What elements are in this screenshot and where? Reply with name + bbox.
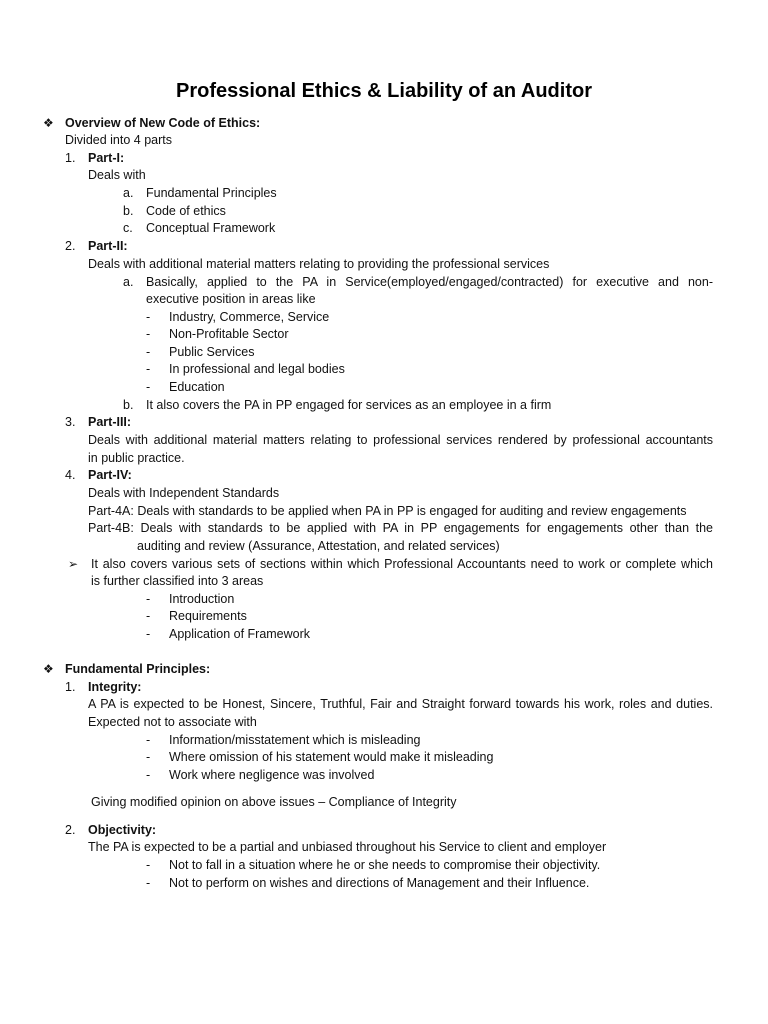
part1-label: Part-I: <box>88 151 125 165</box>
part4-lead: Deals with Independent Standards <box>88 486 280 500</box>
integrity-line2: Expected not to associate with <box>88 715 257 729</box>
dash-marker: - <box>146 876 151 890</box>
overview-heading: Overview of New Code of Ethics: <box>65 116 261 130</box>
part1-number: 1. <box>65 151 76 165</box>
list-marker: a. <box>123 275 134 289</box>
section-item: Introduction <box>169 592 235 606</box>
page-title: Professional Ethics & Liability of an Auditor <box>176 80 592 102</box>
part3-line2: in public practice. <box>88 451 185 465</box>
dash-marker: - <box>146 858 151 872</box>
part2-label: Part-II: <box>88 239 128 253</box>
dash-marker: - <box>146 327 151 341</box>
dash-marker: - <box>146 362 151 376</box>
part3-number: 3. <box>65 415 76 429</box>
dash-marker: - <box>146 733 151 747</box>
part2-a-line2: executive position in areas like <box>146 292 316 306</box>
part4b-line1: Part-4B: Deals with standards to be applied with PA in PP engagements for engagements other than the <box>88 521 713 535</box>
part1-lead: Deals with <box>88 168 146 182</box>
list-item: Conceptual Framework <box>146 221 276 235</box>
objectivity-label: Objectivity: <box>88 823 157 837</box>
sector-item: Public Services <box>169 345 255 359</box>
overview-intro: Divided into 4 parts <box>65 133 173 147</box>
list-marker: b. <box>123 204 134 218</box>
part3-label: Part-III: <box>88 415 132 429</box>
diamond-bullet-icon: ❖ <box>43 662 54 676</box>
list-marker: c. <box>123 221 133 235</box>
sector-item: Education <box>169 380 225 394</box>
integrity-item: Work where negligence was involved <box>169 768 375 782</box>
part4-number: 4. <box>65 468 76 482</box>
list-item: Fundamental Principles <box>146 186 277 200</box>
section-item: Application of Framework <box>169 627 311 641</box>
diamond-bullet-icon: ❖ <box>43 116 54 130</box>
section-item: Requirements <box>169 609 247 623</box>
dash-marker: - <box>146 627 151 641</box>
objectivity-item: Not to fall in a situation where he or she needs to compromise their objectivity. <box>169 858 601 872</box>
integrity-item: Information/misstatement which is misleading <box>169 733 421 747</box>
list-marker: a. <box>123 186 134 200</box>
part2-number: 2. <box>65 239 76 253</box>
sector-item: In professional and legal bodies <box>169 362 345 376</box>
objectivity-number: 2. <box>65 823 76 837</box>
dash-marker: - <box>146 380 151 394</box>
dash-marker: - <box>146 750 151 764</box>
dash-marker: - <box>146 768 151 782</box>
integrity-note: Giving modified opinion on above issues – Compliance of Integrity <box>91 795 457 809</box>
dash-marker: - <box>146 345 151 359</box>
integrity-label: Integrity: <box>88 680 142 694</box>
part3-line1: Deals with additional material matters relating to professional services rendered by professional accountants <box>88 433 713 447</box>
part4-label: Part-IV: <box>88 468 132 482</box>
objectivity-lead: The PA is expected to be a partial and unbiased throughout his Service to client and employer <box>88 840 607 854</box>
part2-a-line1: Basically, applied to the PA in Service(employed/engaged/contracted) for executive and non- <box>146 275 713 289</box>
sector-item: Non-Profitable Sector <box>169 327 289 341</box>
fundamentals-heading: Fundamental Principles: <box>65 662 211 676</box>
integrity-item: Where omission of his statement would make it misleading <box>169 750 494 764</box>
sections-line1: It also covers various sets of sections within which Professional Accountants need to work or complete which <box>91 557 713 571</box>
integrity-line1: A PA is expected to be Honest, Sincere, Truthful, Fair and Straight forward towards his work, roles and duties. <box>88 697 713 711</box>
dash-marker: - <box>146 310 151 324</box>
integrity-number: 1. <box>65 680 76 694</box>
part2-b-text: It also covers the PA in PP engaged for services as an employee in a firm <box>146 398 552 412</box>
list-marker: b. <box>123 398 134 412</box>
sections-line2: is further classified into 3 areas <box>91 574 264 588</box>
sector-item: Industry, Commerce, Service <box>169 310 330 324</box>
dash-marker: - <box>146 609 151 623</box>
objectivity-item: Not to perform on wishes and directions of Management and their Influence. <box>169 876 590 890</box>
part4b-line2: auditing and review (Assurance, Attestation, and related services) <box>137 539 500 553</box>
list-item: Code of ethics <box>146 204 226 218</box>
dash-marker: - <box>146 592 151 606</box>
part2-lead: Deals with additional material matters relating to providing the professional services <box>88 257 550 271</box>
arrow-bullet-icon: ➢ <box>68 557 79 571</box>
part4a-text: Part-4A: Deals with standards to be applied when PA in PP is engaged for auditing and review engagements <box>88 504 687 518</box>
